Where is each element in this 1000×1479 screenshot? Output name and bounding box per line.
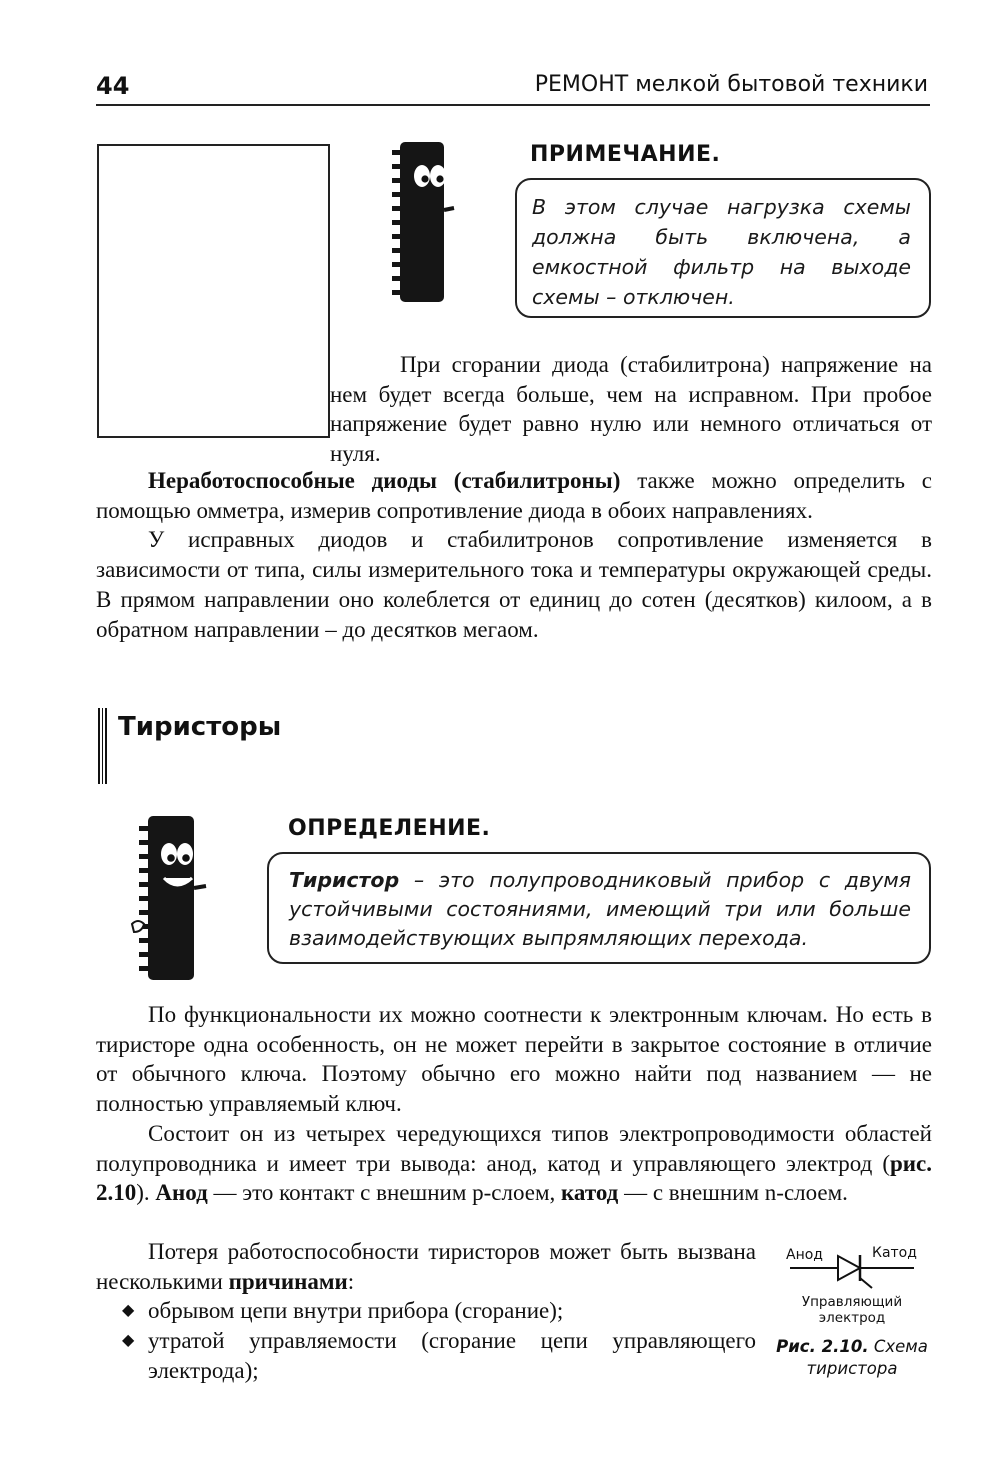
thyristor-gate-lead [860,1278,872,1288]
figure-reference: рис. 2.10 [96,1150,932,1206]
text-block-failure [96,1237,756,1386]
anode-label: Анод [786,1247,823,1263]
bold-term-faulty-diodes: Неработоспособные диоды (стабилитроны) [148,468,621,493]
note-text: В этом случае нагрузка схемы должна быть включена, а емкостной фильтр на выходе схемы – отключен. [532,195,911,309]
bold-term-cathode: катод [561,1180,619,1206]
figure-caption-number: Рис. 2.10. [776,1337,869,1356]
paragraph-zener: При сгорании диода (стабилитрона) напряжение на нем будет всегда больше, чем на исправном. При пробое напряжение будет равно нулю или немного отличаться от нуля. [330,352,932,467]
bullet-diamond-icon: ◆ [122,1332,135,1350]
list-item: ◆ обрывом цепи внутри прибора (сгорание); [96,1296,756,1326]
paragraph-electronic-keys: По функциональности их можно соотнести к электронным ключам. Но есть в тиристоре одна особенность, он не может перейти в закрытое состояние в отличие от обычного ключа. Поэтому обычно его можно найти под названием — не полностью управляемый ключ. [96,1002,932,1117]
thyristor-symbol-diagram [772,1238,932,1336]
thyristor-triangle [838,1256,860,1280]
definition-callout [267,852,931,964]
header-rule [96,104,930,106]
definition-text: Тиристор – это полупроводниковый прибор с двумя устойчивыми состояниями, имеющий три или больше взаимодействующих выпрямляющих перехода. [289,868,911,950]
list-item: ◆ утратой управляемости (сгорание цепи управляющего электрода); [122,1328,756,1383]
bold-term-anode: Анод [155,1180,208,1206]
chip-mascot-waving-icon [124,812,214,987]
paragraph-resistance: У исправных диодов и стабилитронов сопротивление изменяется в зависимости от типа, силы измерительного тока и температуры окружающей среды. В прямом направлении оно колеблется от единиц до сотен (десятков) килоом, а в обратном направлении – до десятков мегаом. [96,527,932,642]
text-block-diodes [96,466,932,644]
page-number: 44 [96,72,130,100]
paragraph-failure-causes: Потеря работоспособности тиристоров может быть вызвана несколькими причинами: [96,1239,756,1294]
bold-term-causes: причинами [228,1268,348,1294]
chip-mascot-icon [384,138,464,308]
note-title: ПРИМЕЧАНИЕ. [530,142,721,167]
section-heading: Тиристоры [118,712,282,742]
text-block-thyristor [96,1000,932,1208]
cathode-label: Катод [872,1245,917,1261]
definition-term: Тиристор [289,868,400,892]
failure-causes-list [96,1296,756,1385]
gate-label-line-1: Управляющий [801,1294,903,1310]
running-header-title: РЕМОНТ мелкой бытовой техники [534,72,928,97]
definition-title: ОПРЕДЕЛЕНИЕ. [288,816,491,841]
figure-thyristor [772,1238,932,1388]
paragraph-faulty-diodes: Неработоспособные диоды (стабилитроны) также можно определить с помощью омметра, измерив сопротивление диода в обоих направлениях. [96,468,932,523]
gate-label-line-2: электрод [818,1310,886,1326]
note-callout [515,178,931,318]
section-marker-bar [98,708,107,784]
bullet-diamond-icon: ◆ [122,1302,135,1320]
figure-caption: Рис. 2.10. Схема тиристора [776,1337,928,1378]
image-placeholder-frame [97,144,330,438]
paragraph-structure: Состоит он из четырех чередующихся типов электропроводимости областей полупроводника и имеет три вывода: анод, катод и управляющего электрод (рис. 2.10). Анод — это контакт с внешним p-слоем, катод — с внешним n-слоем. [96,1120,932,1206]
